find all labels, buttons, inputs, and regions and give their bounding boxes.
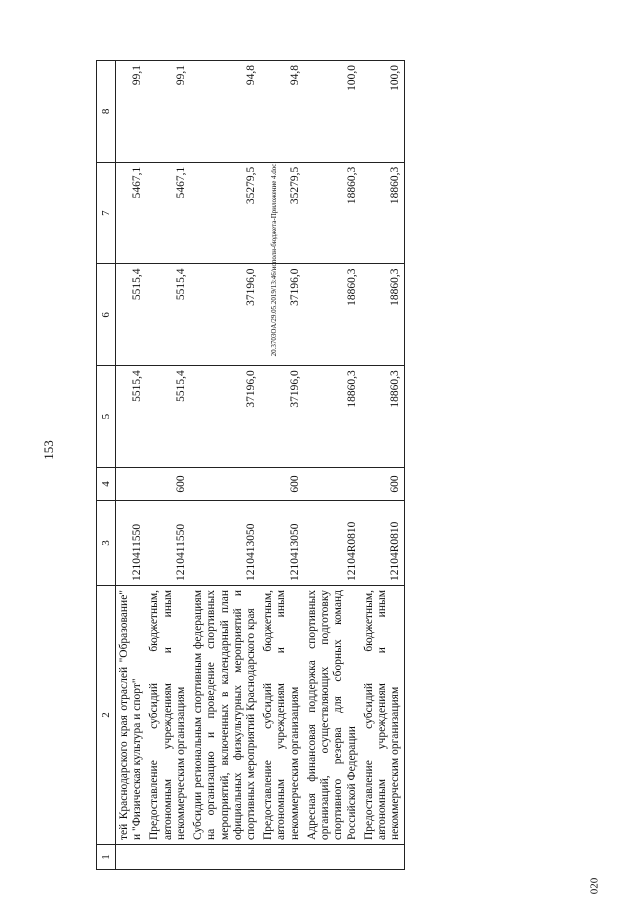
row-code: 1210411550 — [146, 501, 190, 586]
page-corner-number: 020 — [588, 877, 601, 895]
row-value-8: 99,1 — [116, 61, 147, 163]
row-name: Предоставление субсидий бюджетным, автономным учреждениям и иным некоммерческим организациям — [361, 586, 405, 845]
row-value-7: 35279,5 — [190, 162, 260, 264]
row-value-5: 18860,3 — [304, 366, 361, 468]
row-value-8: 94,8 — [260, 61, 304, 163]
row-value-8: 100,0 — [361, 61, 405, 163]
row-value-5: 18860,3 — [361, 366, 405, 468]
row-value-7: 18860,3 — [361, 162, 405, 264]
row-value-6: 5515,4 — [116, 264, 147, 366]
row-name: Предоставление субсидий бюджетным, автономным учреждениям и иным некоммерческим организациям — [260, 586, 304, 845]
row-name: Адресная финансовая поддержка спортивных организаций, осуществляющих подготовку спортивного резерва для сборных команд Российской Федерации — [304, 586, 361, 845]
header-col-4: 4 — [97, 468, 116, 501]
budget-table — [96, 60, 405, 870]
row-cell-index — [146, 845, 190, 870]
footer-file-path: 20.3703OA/29.05.2019/13:46/исполн-бюджета-Приложение 4.doc — [270, 163, 278, 357]
row-value-6: 18860,3 — [304, 264, 361, 366]
header-col-7: 7 — [97, 162, 116, 264]
row-expense-type — [190, 468, 260, 501]
row-value-5: 37196,0 — [190, 366, 260, 468]
row-expense-type — [304, 468, 361, 501]
row-code: 1210413050 — [190, 501, 260, 586]
row-expense-type: 600 — [260, 468, 304, 501]
row-value-6: 37196,0 — [260, 264, 304, 366]
row-code: 1210413050 — [260, 501, 304, 586]
table-row — [361, 61, 405, 870]
budget-table-container — [96, 60, 616, 870]
header-col-3: 3 — [97, 501, 116, 586]
row-value-6: 18860,3 — [361, 264, 405, 366]
row-value-5: 5515,4 — [146, 366, 190, 468]
row-value-7: 18860,3 — [304, 162, 361, 264]
row-cell-index — [304, 845, 361, 870]
row-expense-type: 600 — [146, 468, 190, 501]
header-col-6: 6 — [97, 264, 116, 366]
header-col-5: 5 — [97, 366, 116, 468]
table-row — [146, 61, 190, 870]
table-row — [260, 61, 304, 870]
header-col-8: 8 — [97, 61, 116, 163]
table-row — [190, 61, 260, 870]
row-value-7: 5467,1 — [146, 162, 190, 264]
row-value-7: 35279,5 — [260, 162, 304, 264]
row-code: 12104R0810 — [304, 501, 361, 586]
row-name: Субсидии региональным спортивным федерациям на организацию и проведение спортивных мероприятий, включенных в календарный план официальных физкультурных мероприятий и спортивных мероприятий Краснодарского края — [190, 586, 260, 845]
row-expense-type: 600 — [361, 468, 405, 501]
row-name: тей Краснодарского края отраслей "Образование" и "Физическая культура и спорт" — [116, 586, 147, 845]
row-value-7: 5467,1 — [116, 162, 147, 264]
row-value-5: 37196,0 — [260, 366, 304, 468]
header-col-1: 1 — [97, 845, 116, 870]
row-value-6: 37196,0 — [190, 264, 260, 366]
row-code: 12104R0810 — [361, 501, 405, 586]
row-cell-index — [190, 845, 260, 870]
row-cell-index — [116, 845, 147, 870]
header-col-2: 2 — [97, 586, 116, 845]
row-value-8: 99,1 — [146, 61, 190, 163]
table-row — [304, 61, 361, 870]
row-cell-index — [260, 845, 304, 870]
table-row — [116, 61, 147, 870]
table-header-row — [97, 61, 116, 870]
row-value-5: 5515,4 — [116, 366, 147, 468]
row-value-8: 100,0 — [304, 61, 361, 163]
row-code: 1210411550 — [116, 501, 147, 586]
row-value-8: 94,8 — [190, 61, 260, 163]
row-value-6: 5515,4 — [146, 264, 190, 366]
row-name: Предоставление субсидий бюджетным, автономным учреждениям и иным некоммерческим организациям — [146, 586, 190, 845]
row-cell-index — [361, 845, 405, 870]
row-expense-type — [116, 468, 147, 501]
page-number: 153 — [41, 440, 56, 460]
